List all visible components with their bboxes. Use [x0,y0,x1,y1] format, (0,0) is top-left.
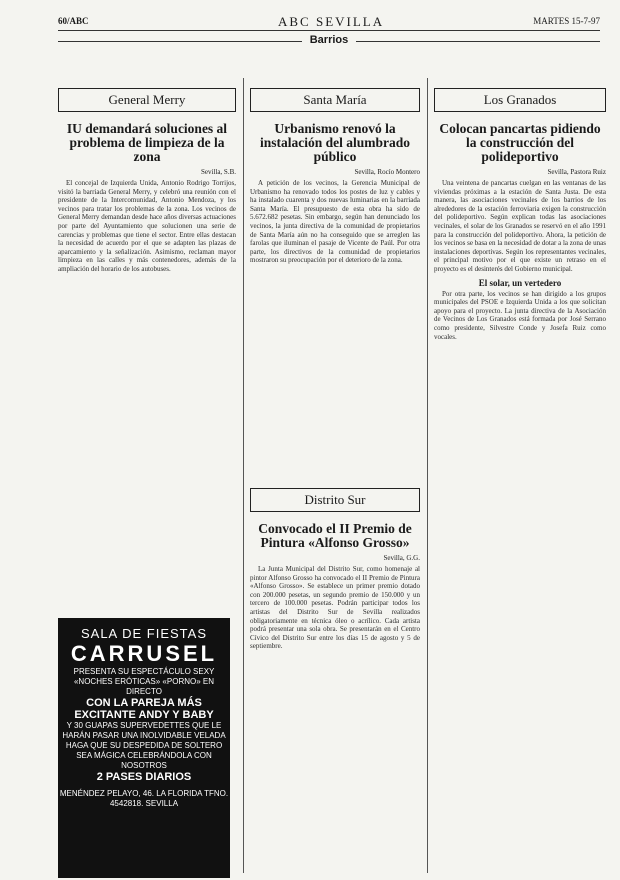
article-santa-maria [250,88,420,468]
article-body: Por otra parte, los vecinos se han dirigido a los grupos municipales del PSOE e Izquierda Unida a los que solicitan apoyo para el proyecto. La junta directiva de la Asociación de Vecinos de Los Granados está formada por José Serrano como presidente, Silvestre Conde y Josefa Ruiz como vocales. [434,289,606,341]
ad-line: CON LA PAREJA MÁS EXCITANTE ANDY Y BABY [74,697,214,721]
article-tag: Los Granados [434,88,606,112]
article-body: Una veintena de pancartas cuelgan en las ventanas de las viviendas próximas a la estación de Santa Justa. De esta manera, las asociaciones vecinales de los barrios de los alrededores de la estación ferroviaria exigen la construcción del polideportivo. Según explican todas las asociaciones vecinales, el solar de los Granados se reservó en el año 1991 para la construcción del polideportivo. Ahora, la petición de los vecinos se basa en la necesidad de dotar a la zona de unas instalaciones deportivas. Según los representantes vecinales, el principal motivo por el que existe un retraso en el proyecto es el desinterés del Gobierno municipal. [434,179,606,273]
ad-line: Y 30 GUAPAS SUPERVEDETTES QUE LE HARÁN PASAR UNA INOLVIDABLE VELADA [62,721,226,740]
article-body: A petición de los vecinos, la Gerencia Municipal de Urbanismo ha renovado todos los postes de luz y cables y ha instalado cuarenta y dos nuevas luminarias en la barriada Santa María. El presupuesto de esta obra ha sido de 5.672.682 pesetas. Sin embargo, según han denunciado los vecinos, la junta directiva de la comunidad de propietarios de Santa María aún no ha conseguido que se arreglen las farolas que iluminan el pasaje de Vicente de Paúl. Por otra parte, los directivos de la comunidad de propietarios mostraron su preocupación por el deterioro de la zona. [250,179,420,265]
article-byline: Sevilla, Rocío Montero [354,168,420,176]
issue-date: MARTES 15-7-97 [533,16,600,26]
ad-address: MENÉNDEZ PELAYO, 46. LA FLORIDA TFNO. 4542818. SEVILLA [59,789,229,808]
page-header [58,14,600,31]
page-number: 60/ABC [58,16,89,26]
article-byline: Sevilla, S.B. [200,168,236,176]
article-body: La Junta Municipal del Distrito Sur, como homenaje al pintor Alfonso Grosso ha convocado el II Premio de Pintura «Alfonso Grosso». Se establece un primer premio dotado con 200.000 pesetas, un segundo premio de 150.000 y un tercero de 100.000 pesetas. Podrán participar todos los artistas del Distrito Sur de Sevilla realizados obligatoriamente en técnica óleo o acrílico. Cada artista podrá presentar una sola obra. Se presentarán en el Centro Cívico del Distrito Sur entre los días 15 de agosto y 5 de septiembre. [250,565,420,651]
article-headline: IU demandará soluciones al problema de limpieza de la zona [66,121,228,164]
section-title: Barrios [58,34,600,48]
article-tag: Santa María [250,88,420,112]
article-byline: Sevilla, Pastora Ruiz [547,168,606,176]
ad-line: 2 PASES DIARIOS [96,771,192,783]
article-tag: General Merry [58,88,236,112]
article-headline: Urbanismo renovó la instalación del alumbrado público [259,121,411,164]
column-divider [427,78,428,873]
article-headline: Colocan pancartas pidiendo la construcción del polideportivo [439,121,601,164]
ad-brand: CARRUSEL [70,641,218,666]
publication-title: ABC SEVILLA [278,14,385,29]
article-tag: Distrito Sur [250,488,420,512]
advertisement-carrusel [58,618,230,878]
column-divider [243,78,244,873]
ad-line: HAGA QUE SU DESPEDIDA DE SOLTERO SEA MÁGICA CELEBRÁNDOLA CON NOSOTROS [65,741,223,770]
article-headline: Convocado el II Premio de Pintura «Alfonso Grosso» [258,521,412,550]
ad-line: PRESENTA SU ESPECTÁCULO SEXY «NOCHES ERÓTICAS» «PORNO» EN DIRECTO [73,667,215,696]
article-subheading: El solar, un vertedero [478,277,562,288]
article-body: El concejal de Izquierda Unida, Antonio Rodrigo Torrijos, visitó la barriada General Merry, y celebró una reunión con el presidente de la Intercomunidad, Antonio Mendoza, y los vecinos para tratar los problemas de la zona. Los vecinos de General Merry demandan desde hace años diversas actuaciones por parte del Ayuntamiento que solucionen una serie de carencias y problemas que tiene el sector. Entre ellas destacan la necesidad de acuerdo por el que se adapten las plazas de aparcamiento y la señalización. Asimismo, reclaman mayor limpieza en las calles y más contenedores, además de la ampliación del horario de los autobuses. [58,179,236,273]
article-los-granados [434,88,606,873]
article-byline: Sevilla, G.G. [383,554,420,562]
article-general-merry [58,88,236,608]
ad-line: SALA DE FIESTAS [80,626,208,641]
article-distrito-sur [250,488,420,873]
